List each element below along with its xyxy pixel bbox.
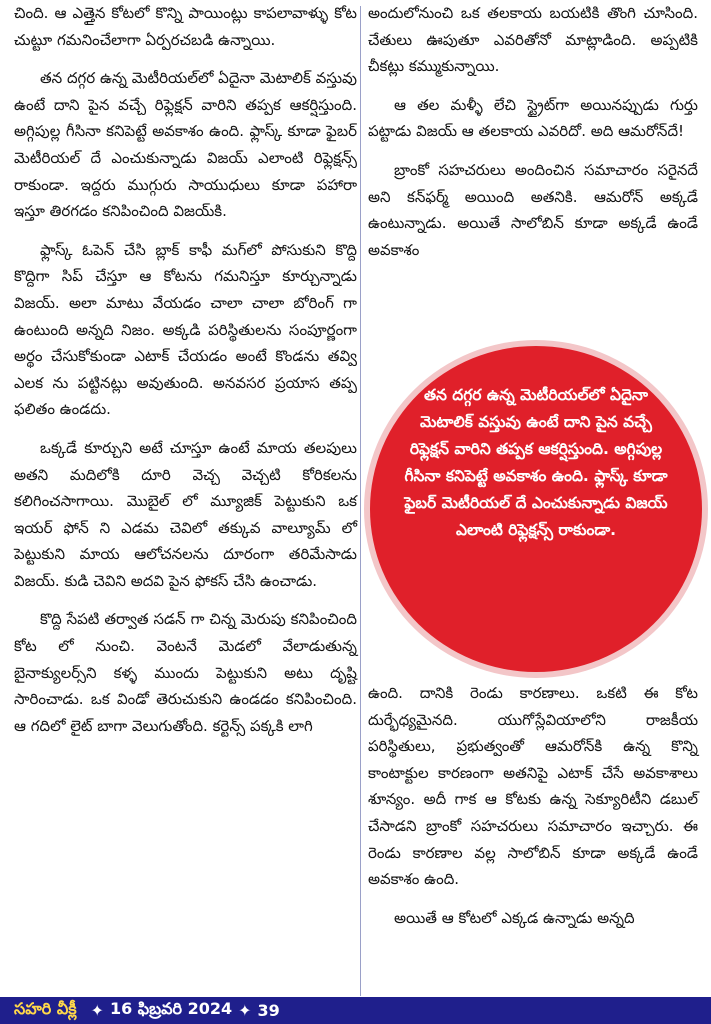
- column-divider: [360, 6, 361, 996]
- article-column-right-top: [368, 0, 698, 263]
- paragraph: అయితే ఆ కోటలో ఎక్కడ ఉన్నాడు అన్నది: [394, 908, 635, 927]
- star-separator-icon: ✦: [238, 1001, 252, 1020]
- page-footer: [0, 997, 711, 1024]
- paragraph: చింది. ఆ ఎత్తైన కోటలో కొన్ని పాయింట్లు కాపలావాళ్ళు కోట చుట్టూ గమనించేలాగా ఏర్పరచబడి ఉన్నాయి.: [14, 4, 357, 49]
- article-column-left: [14, 0, 357, 739]
- issue-date: 16 ఫిబ్రవరి 2024: [109, 999, 233, 1018]
- page-number: 39: [257, 1001, 280, 1020]
- paragraph: బ్రాంకో సహచరులు అందించిన సమాచారం సరైనదే అని కన్‌ఫర్మ్ అయింది అతనికి. ఆమరోన్ అక్కడే ఉంటున్నాడు. అయితే సాలోబిన్ కూడా అక్కడే ఉండే అవకాశం: [368, 160, 698, 259]
- paragraph: ఫ్లాస్క్ ఓపెన్ చేసి బ్లాక్ కాఫీ మగ్‌లో పోసుకుని కొద్ది కొద్దిగా సిప్ చేస్తూ ఆ కోటను గమనిస్తూ కూర్చున్నాడు విజయ్. అలా మాటు వేయడం చాలా చాలా బోరింగ్ గా ఉంటుంది అన్నది నిజం. అక్కడి పరిస్థితులను సంపూర్ణంగా అర్థం చేసుకోకుండా ఎటాక్ చేయడం అంటే కొండను తవ్వి ఎలక ను పట్టినట్లు అవుతుంది. అనవసర ప్రయాస తప్ప ఫలితం ఉండదు.: [14, 240, 357, 419]
- paragraph: ఒక్కడే కూర్చుని అటే చూస్తూ ఉంటే మాయ తలపులు అతని మదిలోకి దూరి వెచ్చ వెచ్చటి కోరికలను కలిగించసాగాయి. మొబైల్ లో మ్యూజిక్ పెట్టుకుని ఒక ఇయర్ ఫోన్ ని ఎడమ చెవిలో తక్కువ వాల్యూమ్ లో పెట్టుకుని మాయ ఆలోచనలను దూరంగా తరిమేసాడు విజయ్. కుడి చెవిని అదవి పైన ఫోకస్ చేసి ఉంచాడు.: [14, 438, 357, 590]
- paragraph: ఆ తల మళ్ళీ లేచి స్ట్రైట్‌గా అయినప్పుడు గుర్తు పట్టాడు విజయ్ ఆ తలకాయ ఎవరిదో. అది ఆమరోన్‌దే!: [368, 95, 698, 141]
- paragraph: అందులోనుంచి ఒక తలకాయ బయటికి తొంగి చూసింది. చేతులు ఊపుతూ ఎవరితోనో మాట్లాడింది. అప్పటికి చీకట్లు కమ్ముకున్నాయి.: [368, 4, 698, 76]
- paragraph: కొద్ది సేపటి తర్వాత సడన్ గా చిన్న మెరుపు కనిపించింది కోట లో నుంచి. వెంటనే మెడలో వేలాడుతున్న బైనాక్యులర్స్‌ని కళ్ళ ముందు పెట్టుకుని అటు దృష్టి సారించాడు. ఒక విండో తెరుచుకుని ఉండడం కనిపించింది. ఆ గదిలో లైట్ బాగా వెలుగుతోంది. కర్టెన్స్ పక్కకి లాగి: [14, 610, 357, 735]
- paragraph: ఉంది. దానికి రెండు కారణాలు. ఒకటి ఈ కోట దుర్భేధ్యమైనది. యుగోస్లేవియాలోని రాజకీయ పరిస్థితులు, ప్రభుత్వంతో ఆమరోన్‌కి ఉన్న కొన్ని కాంటాక్టుల కారణంగా అతనిపై ఎటాక్ చేసే అవకాశాలు శూన్యం. అదీ గాక ఆ కోటకు ఉన్న సెక్యూరిటీని డబుల్ చేసాడని బ్రాంకో సహచరులు సమాచారం ఇచ్చారు. ఈ రెండు కారణాల వల్ల సాలోబిన్ కూడా అక్కడే ఉండే అవకాశం ఉంది.: [368, 684, 698, 889]
- pull-quote-text: తన దగ్గర ఉన్న మెటీరియల్‌లో ఏదైనా మెటాలిక్ వస్తువు ఉంటే దాని పైన వచ్చే రిఫ్లెక్షన్ వారిని తప్పక ఆకర్షిస్తుంది. అగ్గిపుల్ల గీసినా కనిపెట్టే అవకాశం ఉంది. ఫ్లాస్క్ కూడా ఫైబర్ మెటీరియల్ దే ఎంచుకున్నాడు విజయ్ ఎలాంటి రిఫ్లెక్షన్స్ రాకుండా.: [404, 386, 668, 539]
- star-separator-icon: ✦: [90, 1001, 104, 1020]
- article-column-right-bottom: [368, 680, 698, 931]
- magazine-brand: సహరి వీక్లీ: [14, 999, 77, 1018]
- paragraph: తన దగ్గర ఉన్న మెటీరియల్‌లో ఏదైనా మెటాలిక్ వస్తువు ఉంటే దాని పైన వచ్చే రిఫ్లెక్షన్ వారిని తప్పక ఆకర్షిస్తుంది. అగ్గిపుల్ల గీసినా కనిపెట్టే అవకాశం ఉంది. ఫ్లాస్క్ కూడా ఫైబర్ మెటీరియల్ దే ఎంచుకున్నాడు విజయ్ ఎలాంటి రిఫ్లెక్షన్స్ రాకుండా. ఇద్దరు ముగ్గురు సాయుధులు కూడా పహారా ఇస్తూ తిరగడం కనిపించింది విజయ్‌కి.: [14, 69, 357, 221]
